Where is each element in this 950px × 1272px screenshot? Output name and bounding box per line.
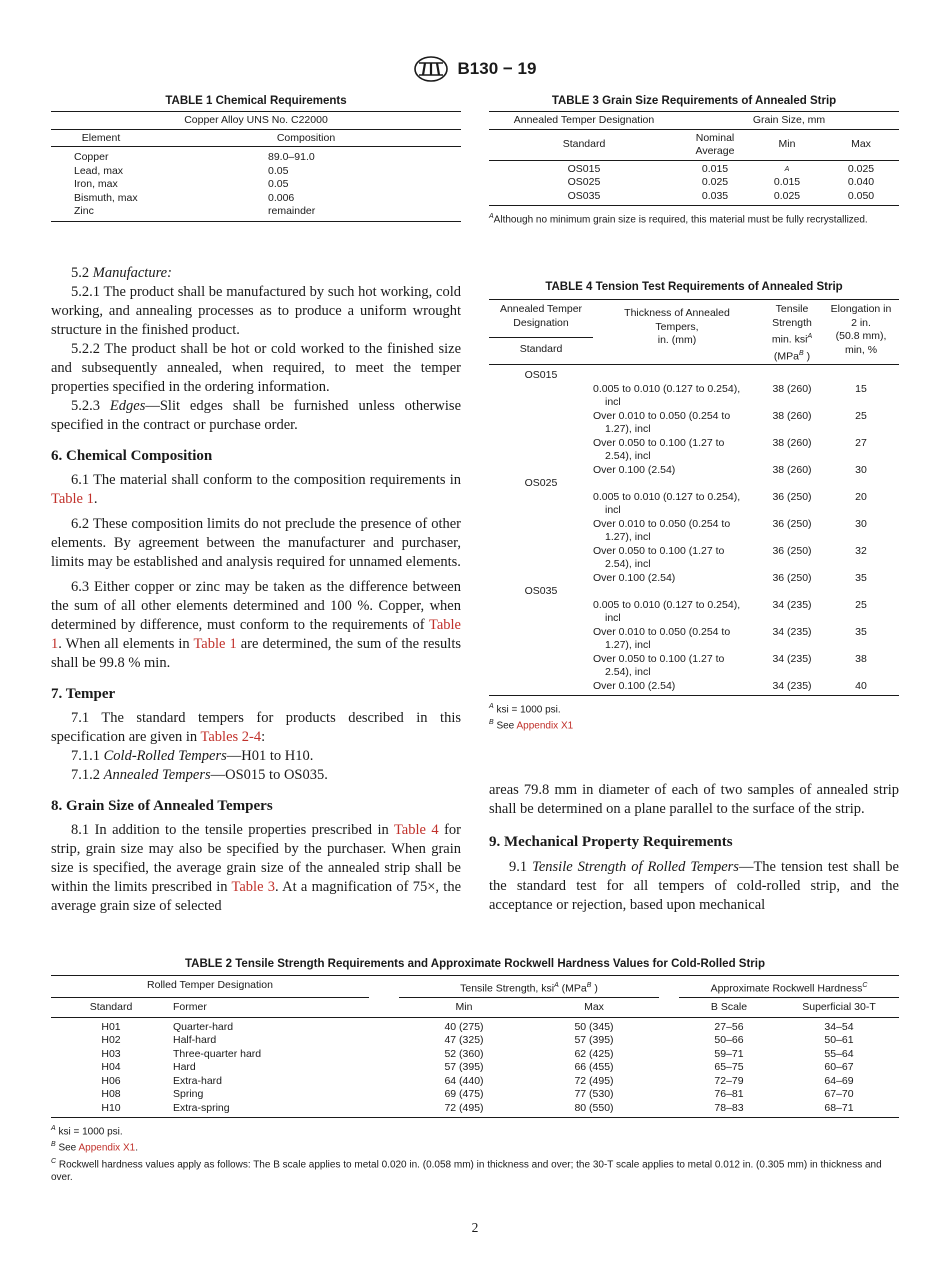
table-row: H06 Extra-hard 64 (440) 72 (495) 72–79 64–69 — [101, 1074, 854, 1087]
left-column-text — [51, 264, 461, 916]
table-row: Over 0.100 (2.54) 38 (260) 30 — [593, 463, 867, 476]
table-3-link[interactable]: Table 3 — [231, 879, 276, 895]
table-2-col-min: Min — [455, 1001, 473, 1013]
table-row: Over 0.100 (2.54) 34 (235) 40 — [489, 680, 899, 696]
table-row: Lead, max 0.05 — [74, 164, 289, 177]
table-row: Over 0.010 to 0.050 (0.254 to 1.27), incl 38 (260) 25 — [593, 409, 867, 435]
table-row: Over 0.010 to 0.050 (0.254 to 1.27), incl 34 (235) 35 — [593, 625, 867, 651]
table-group-row: OS025 — [524, 477, 558, 489]
table-1-link[interactable]: Table 1 — [51, 617, 461, 652]
document-code: B130 − 19 — [457, 59, 537, 78]
table-row: H04 Hard 57 (395) 66 (455) 65–75 60–67 — [101, 1061, 854, 1073]
page-header — [0, 56, 950, 82]
heading-6: 6. Chemical Composition — [51, 448, 213, 464]
table-row: H08 Spring 69 (475) 77 (530) 76–81 67–70 — [101, 1088, 854, 1100]
table-3-col-grain: Grain Size, mm — [679, 112, 899, 130]
table-3-col-nominal: Nominal Average — [695, 131, 735, 157]
table-1-link[interactable]: Table 1 — [193, 636, 237, 652]
table-1-col-element: Element — [81, 131, 121, 144]
page-number: 2 — [471, 1220, 479, 1235]
table-row: H02 Half-hard 47 (325) 57 (395) 50–66 50–61 — [101, 1034, 854, 1046]
table-2-col-bscale: B Scale — [710, 1001, 748, 1013]
table-row: Zinc remainder — [51, 205, 461, 221]
table-row: H03 Three-quarter hard 52 (360) 62 (425) 59–71 55–64 — [101, 1047, 854, 1060]
section-6-2: 6.2 These composition limits do not preclude the presence of other elements. By agreement between the manufacturer and purchaser, limits may be established and analysis required for unnamed elements. — [51, 516, 461, 570]
table-3-col-min: Min — [778, 137, 796, 150]
table-4 — [489, 281, 899, 733]
table-3-grid — [489, 111, 899, 206]
table-row: H01 Quarter-hard 40 (275) 50 (345) 27–56 34–54 — [101, 1020, 854, 1033]
heading-9: 9. Mechanical Property Requirements — [489, 834, 733, 850]
table-row: H10 Extra-spring 72 (495) 80 (550) 78–83 68–71 — [51, 1102, 899, 1118]
section-7-1: 7.1 The standard tempers for products described in this specification are given in Tables 2-4: — [51, 710, 461, 745]
right-column-text — [489, 781, 899, 915]
astm-logo-icon — [414, 56, 448, 82]
table-1-link[interactable]: Table 1 — [51, 491, 94, 507]
table-row: Bismuth, max 0.006 — [74, 191, 295, 204]
table-4-link[interactable]: Table 4 — [393, 822, 439, 838]
table-2-footnote-a: $^A$ ksi = 1000 psi. — [51, 1125, 123, 1138]
table-row: 0.005 to 0.010 (0.127 to 0.254), incl 36 (250) 20 — [593, 490, 867, 516]
table-3-col-designation: Annealed Temper Designation — [489, 112, 679, 130]
table-group-row: OS015 — [524, 369, 558, 381]
table-row: Over 0.050 to 0.100 (1.27 to 2.54), incl 34 (235) 38 — [593, 652, 867, 678]
table-4-footnote-a: $^A$ ksi = 1000 psi. — [489, 703, 561, 716]
section-7-1-2: 7.1.2 Annealed Tempers—OS015 to OS035. — [71, 767, 328, 783]
table-3 — [489, 95, 899, 226]
table-2-col-former: Former — [173, 1001, 207, 1013]
table-group-row: OS035 — [524, 585, 558, 597]
appendix-x1-link[interactable]: Appendix X1 — [78, 1142, 136, 1154]
section-6-3: 6.3 Either copper or zinc may be taken as the difference between the sum of all other elements determined and 100 %. Copper, when determined by difference, must conform to the requirements of Table 1. When all elements in Table 1 are determined, the sum of the results shall be 99.8 % min. — [51, 579, 462, 671]
section-5-2-2: 5.2.2 The product shall be hot or cold worked to the finished size and subsequently annealed, when required, to meet the temper properties specified in the ordering information. — [51, 341, 461, 395]
table-2-group-designation: Rolled Temper Designation — [51, 976, 369, 998]
table-4-grid — [489, 299, 899, 696]
table-2-footnote-c: $^C$ Rockwell hardness values apply as follows: The B scale applies to metal 0.020 in. (0.058 mm) in thickness and over; the 30-T scale applies to metal 0.012 in. (0.305 mm) in thickness and over. — [51, 1157, 882, 1183]
table-row: OS015 0.015 A 0.025 — [567, 162, 875, 175]
table-4-col-tensile: Tensile Strength min. ksi$^A$ (MPa$^B$ ) — [771, 303, 813, 363]
section-8-1: 8.1 In addition to the tensile properties prescribed in Table 4 for strip, grain size may also be specified by the purchaser. When grain size is specified, the average grain size of the annealed strip shall be within the limits prescribed in Table 3. At a magnification of 75×, the average grain size of selected — [51, 822, 462, 914]
section-8-1-continued: areas 79.8 mm in diameter of each of two samples of annealed strip shall be determined on a plane parallel to the surface of the strip. — [489, 782, 899, 817]
table-row: 0.005 to 0.010 (0.127 to 0.254), incl 34 (235) 25 — [593, 598, 867, 624]
table-1-col-composition: Composition — [276, 131, 336, 144]
appendix-x1-link[interactable]: Appendix X1 — [516, 720, 574, 732]
table-3-footnote: $^A$Although no minimum grain size is required, this material must be fully recrystallized. — [489, 213, 868, 226]
table-2-title: TABLE 2 Tensile Strength Requirements and Approximate Rockwell Hardness Values for Cold-Rolled Strip — [184, 958, 765, 970]
section-5-2: 5.2 Manufacture: — [71, 265, 172, 281]
table-row: Over 0.050 to 0.100 (1.27 to 2.54), incl 38 (260) 27 — [593, 436, 867, 462]
table-2-footnote-b: $^B$ See Appendix X1. — [51, 1141, 138, 1154]
table-row: Over 0.010 to 0.050 (0.254 to 1.27), incl 36 (250) 30 — [593, 517, 867, 543]
table-1-title: TABLE 1 Chemical Requirements — [165, 95, 347, 107]
table-4-col-thickness: Thickness of Annealed Tempers, in. (mm) — [624, 307, 730, 346]
table-2-col-standard: Standard — [89, 1001, 133, 1013]
table-row: Over 0.050 to 0.100 (1.27 to 2.54), incl 36 (250) 32 — [593, 544, 867, 570]
table-2 — [51, 958, 899, 1184]
table-4-col-designation: Annealed Temper Designation — [489, 300, 593, 338]
table-row: Over 0.100 (2.54) 36 (250) 35 — [593, 571, 867, 584]
tables-2-4-link[interactable]: Tables 2-4 — [200, 729, 262, 745]
table-4-col-elongation: Elongation in 2 in. (50.8 mm), min, % — [830, 303, 892, 356]
table-4-col-standard: Standard — [519, 343, 563, 356]
table-1 — [51, 95, 461, 222]
table-3-title: TABLE 3 Grain Size Requirements of Annealed Strip — [551, 95, 837, 107]
section-7-1-1: 7.1.1 Cold-Rolled Tempers—H01 to H10. — [71, 748, 314, 764]
table-2-grid — [51, 975, 899, 1118]
table-4-title: TABLE 4 Tension Test Requirements of Annealed Strip — [545, 281, 843, 293]
table-2-group-hardness: Approximate Rockwell Hardness$^C$ — [679, 976, 899, 998]
section-5-2-1: 5.2.1 The product shall be manufactured by such hot working, cold working, and annealing processes as to produce a uniform wrought structure in the finished product. — [51, 284, 461, 338]
table-row: OS035 0.035 0.025 0.050 — [489, 190, 899, 206]
table-row: 0.005 to 0.010 (0.127 to 0.254), incl 38 (260) 15 — [593, 382, 867, 408]
table-1-group-header: Copper Alloy UNS No. C22000 — [184, 114, 328, 126]
table-3-col-max: Max — [851, 137, 871, 150]
section-5-2-3: 5.2.3 Edges—Slit edges shall be furnished unless otherwise specified in the contract or purchase order. — [51, 398, 461, 433]
table-row: Copper 89.0–91.0 — [74, 151, 315, 163]
table-row: Iron, max 0.05 — [74, 178, 289, 190]
heading-7: 7. Temper — [51, 686, 116, 702]
table-2-col-max: Max — [584, 1001, 604, 1013]
heading-8: 8. Grain Size of Annealed Tempers — [51, 798, 273, 814]
table-4-footnote-b: $^B$ See Appendix X1 — [489, 719, 574, 732]
section-6-1: 6.1 The material shall conform to the composition requirements in Table 1. — [51, 472, 461, 507]
section-9-1: 9.1 Tensile Strength of Rolled Tempers—The tension test shall be the standard test for all tempers of cold-rolled strip, and the acceptance or rejection, based upon mechanical — [489, 859, 899, 913]
table-3-col-standard: Standard — [562, 137, 606, 150]
table-1-grid — [51, 111, 461, 222]
table-row: OS025 0.025 0.015 0.040 — [567, 176, 875, 188]
table-2-col-superficial: Superficial 30-T — [802, 1001, 876, 1013]
table-2-group-tensile: Tensile Strength, ksi$^A$ (MPa$^B$ ) — [399, 976, 659, 998]
